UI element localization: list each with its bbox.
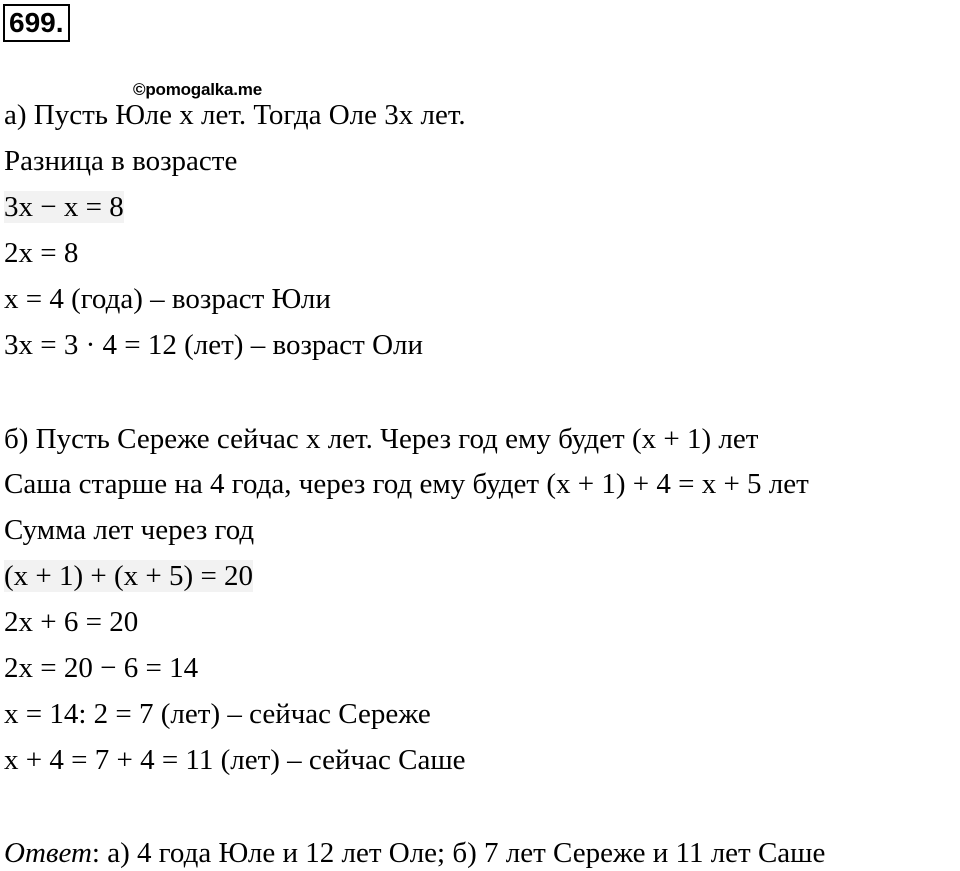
answer-line xyxy=(4,836,825,870)
problem-number: 699. xyxy=(3,4,70,42)
part-b-line3: Сумма лет через год xyxy=(4,514,255,546)
part-a-eq2: 2x = 8 xyxy=(4,237,79,269)
part-a-eq1: 3x − x = 8 xyxy=(4,191,124,223)
part-b-line1: б) Пусть Сереже сейчас x лет. Через год ему будет (x + 1) лет xyxy=(4,423,759,455)
answer-label: Ответ xyxy=(4,837,92,869)
part-a-line2: Разница в возрасте xyxy=(4,145,238,177)
part-b-eq1: (x + 1) + (x + 5) = 20 xyxy=(4,560,254,592)
part-b-line2: Саша старше на 4 года, через год ему будет (x + 1) + 4 = x + 5 лет xyxy=(4,468,809,500)
part-a-line1: а) Пусть Юле x лет. Тогда Оле 3x лет. xyxy=(4,99,466,131)
part-a-eq4: 3x = 3 · 4 = 12 (лет) – возраст Оли xyxy=(4,329,423,361)
part-a-eq3: x = 4 (года) – возраст Юли xyxy=(4,283,331,315)
part-b-eq3: 2x = 20 − 6 = 14 xyxy=(4,652,199,684)
part-b-eq5: x + 4 = 7 + 4 = 11 (лет) – сейчас Саше xyxy=(4,744,466,776)
part-b-eq2: 2x + 6 = 20 xyxy=(4,606,139,638)
watermark: ©pomogalka.me xyxy=(133,80,262,99)
part-b-eq4: x = 14: 2 = 7 (лет) – сейчас Сереже xyxy=(4,698,431,730)
answer-text: : а) 4 года Юле и 12 лет Оле; б) 7 лет Сереже и 11 лет Саше xyxy=(91,837,826,869)
